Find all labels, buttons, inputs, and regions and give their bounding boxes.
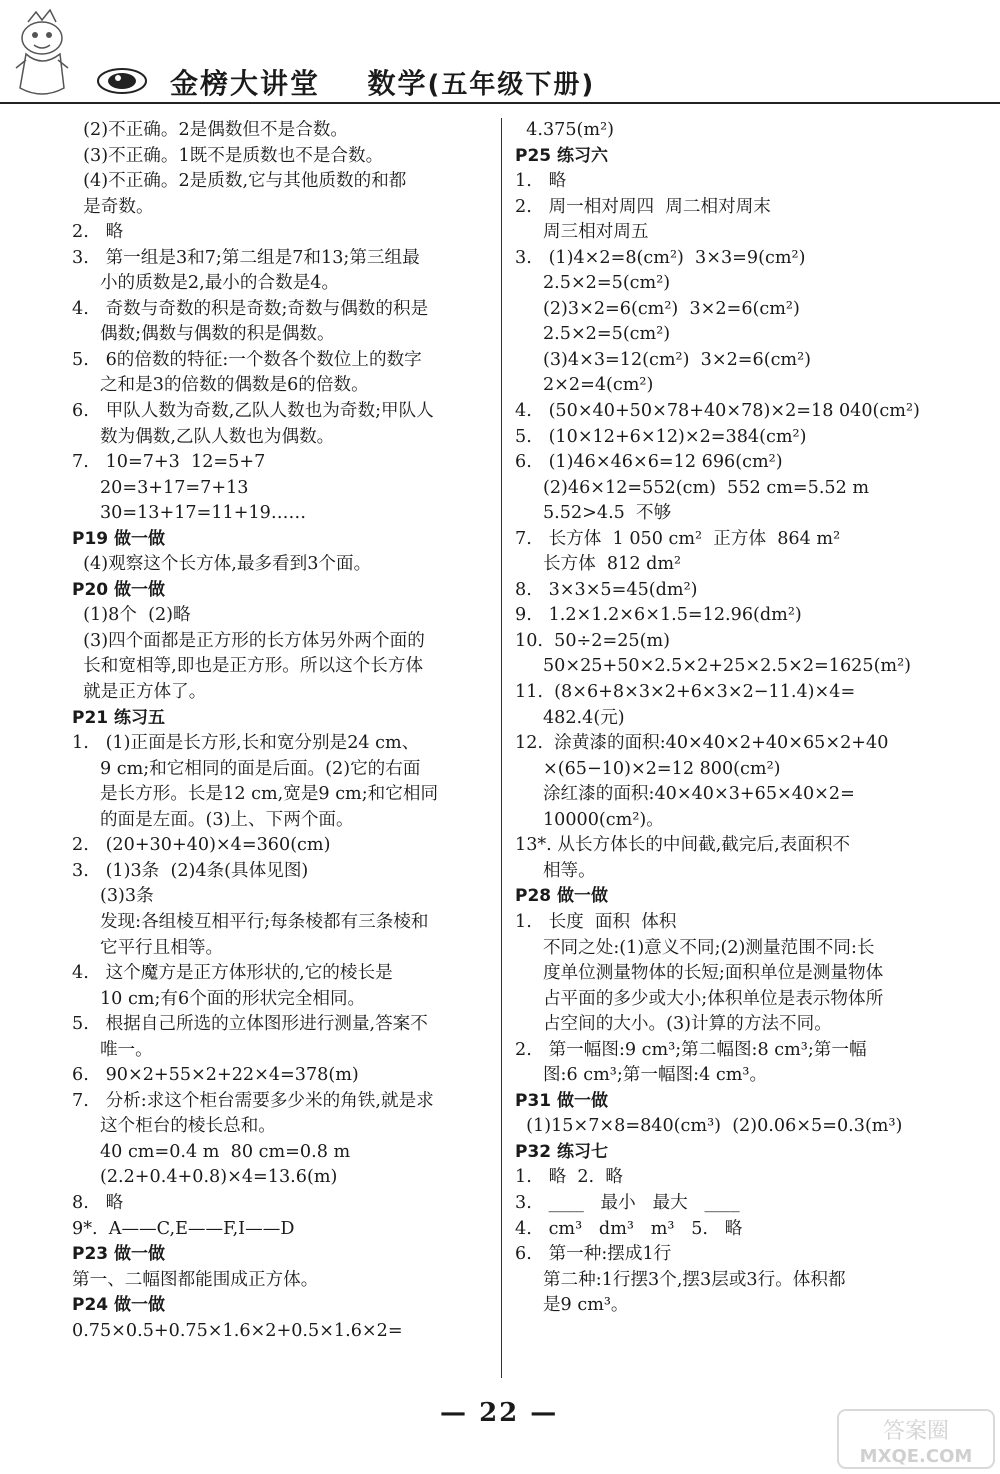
answer-line: 2×2=4(cm²) bbox=[515, 375, 654, 396]
answer-line: 度单位测量物体的长短;面积单位是测量物体 bbox=[515, 963, 884, 984]
answer-line: 长方体 812 dm² bbox=[515, 554, 682, 575]
watermark-cn: 答案圈 bbox=[882, 1419, 950, 1444]
right-column bbox=[515, 118, 955, 1319]
answer-line: 是9 cm³。 bbox=[515, 1295, 629, 1316]
answer-line: 5. 6的倍数的特征:一个数各个数位上的数字 bbox=[72, 349, 422, 370]
section-heading: P20 做一做 bbox=[72, 579, 166, 600]
answer-line: 20=3+17=7+13 bbox=[72, 477, 249, 498]
answer-line: 6. 第一种:摆成1行 bbox=[515, 1244, 672, 1265]
section-heading: P28 做一做 bbox=[515, 886, 609, 907]
answer-line: 图:6 cm³;第一幅图:4 cm³。 bbox=[515, 1065, 768, 1086]
answer-line: 不同之处:(1)意义不同;(2)测量范围不同:长 bbox=[515, 937, 875, 958]
answer-line: 这个柜台的棱长总和。 bbox=[72, 1116, 276, 1137]
answer-line: (2)3×2=6(cm²) 3×2=6(cm²) bbox=[515, 298, 800, 319]
answer-line: 10000(cm²)。 bbox=[515, 809, 664, 830]
answer-line: 2. 第一幅图:9 cm³;第二幅图:8 cm³;第一幅 bbox=[515, 1039, 867, 1060]
answer-line: 7. 分析:求这个柜台需要多少米的角铁,就是求 bbox=[72, 1090, 434, 1111]
eye-logo-icon bbox=[96, 66, 148, 96]
answer-line: 3. (1)4×2=8(cm²) 3×3=9(cm²) bbox=[515, 247, 806, 268]
answer-line: (1)8个 (2)略 bbox=[72, 605, 191, 626]
answer-line: 之和是3的倍数的偶数是6的倍数。 bbox=[72, 375, 369, 396]
page-header bbox=[0, 0, 1000, 112]
section-heading: P32 练习七 bbox=[515, 1141, 609, 1162]
answer-line: 9 cm;和它相同的面是后面。(2)它的右面 bbox=[72, 758, 421, 779]
answer-line: 482.4(元) bbox=[515, 707, 625, 728]
answer-line: 1. (1)正面是长方形,长和宽分别是24 cm、 bbox=[72, 733, 420, 754]
book-title: 金榜大讲堂 bbox=[170, 67, 321, 100]
section-heading: P23 做一做 bbox=[72, 1244, 166, 1265]
answer-line: 8. 略 bbox=[72, 1192, 124, 1213]
answer-line: 数为偶数,乙队人数也为偶数。 bbox=[72, 426, 335, 447]
answer-line: (4)不正确。2是质数,它与其他质数的和都 bbox=[72, 171, 407, 192]
answer-line: 它平行且相等。 bbox=[72, 937, 224, 958]
mascot-illustration bbox=[6, 8, 80, 104]
answer-line: 6. (1)46×46×6=12 696(cm²) bbox=[515, 452, 783, 473]
answer-line: 5. (10×12+6×12)×2=384(cm²) bbox=[515, 426, 807, 447]
section-heading: P31 做一做 bbox=[515, 1090, 609, 1111]
section-heading: P25 练习六 bbox=[515, 145, 609, 166]
answer-line: 涂红漆的面积:40×40×3+65×40×2= bbox=[515, 784, 855, 805]
answer-line: (3)四个面都是正方形的长方体另外两个面的 bbox=[72, 630, 425, 651]
answer-line: 周三相对周五 bbox=[515, 222, 649, 243]
answer-line: 4. 奇数与奇数的积是奇数;奇数与偶数的积是 bbox=[72, 298, 429, 319]
answer-line: 5.52>4.5 不够 bbox=[515, 503, 672, 524]
answer-line: (3)不正确。1既不是质数也不是合数。 bbox=[72, 145, 384, 166]
page-number: — 22 — bbox=[440, 1398, 559, 1428]
left-column bbox=[72, 118, 497, 1344]
answer-line: 10. 50÷2=25(m) bbox=[515, 630, 671, 651]
answer-line: 2. (20+30+40)×4=360(cm) bbox=[72, 835, 331, 856]
answer-line: 30=13+17=11+19…… bbox=[72, 503, 307, 524]
answer-line: 0.75×0.5+0.75×1.6×2+0.5×1.6×2= bbox=[72, 1320, 403, 1341]
answer-line: 唯一。 bbox=[72, 1039, 153, 1060]
answer-line: 8. 3×3×5=45(dm²) bbox=[515, 579, 698, 600]
answer-line: 4. cm³ dm³ m³ 5. 略 bbox=[515, 1218, 743, 1239]
answer-line: 4. 这个魔方是正方体形状的,它的棱长是 bbox=[72, 963, 393, 984]
answer-line: (1)15×7×8=840(cm³) (2)0.06×5=0.3(m³) bbox=[515, 1116, 903, 1137]
answer-line: 2.5×2=5(cm²) bbox=[515, 273, 671, 294]
answer-line: 1. 长度 面积 体积 bbox=[515, 911, 677, 932]
answer-line: 3. 第一组是3和7;第二组是7和13;第三组最 bbox=[72, 247, 420, 268]
answer-line: 的面是左面。(3)上、下两个面。 bbox=[72, 809, 354, 830]
answer-line: 9*. A——C,E——F,I——D bbox=[72, 1218, 295, 1239]
answer-line: 占平面的多少或大小;体积单位是表示物体所 bbox=[515, 988, 884, 1009]
answer-line: 7. 10=7+3 12=5+7 bbox=[72, 452, 266, 473]
answer-line: (2.2+0.4+0.8)×4=13.6(m) bbox=[72, 1167, 338, 1188]
answer-line: 11. (8×6+8×3×2+6×3×2−11.4)×4= bbox=[515, 682, 856, 703]
answer-line: 长和宽相等,即也是正方形。所以这个长方体 bbox=[72, 656, 424, 677]
answer-line: 10 cm;有6个面的形状完全相同。 bbox=[72, 988, 366, 1009]
answer-line: 6. 90×2+55×2+22×4=378(m) bbox=[72, 1065, 359, 1086]
watermark-stamp bbox=[836, 1408, 996, 1470]
answer-line: 9. 1.2×1.2×6×1.5=12.96(dm²) bbox=[515, 605, 802, 626]
answer-line: 5. 根据自己所选的立体图形进行测量,答案不 bbox=[72, 1014, 428, 1035]
answer-line: (3)4×3=12(cm²) 3×2=6(cm²) bbox=[515, 349, 812, 370]
header-rule bbox=[0, 102, 1000, 104]
answer-line: 12. 涂黄漆的面积:40×40×2+40×65×2+40 bbox=[515, 733, 889, 754]
grade-label: (五年级下册) bbox=[427, 70, 596, 100]
answer-line: 1. 略 bbox=[515, 171, 567, 192]
answer-line: 是奇数。 bbox=[72, 196, 154, 217]
page-number-value: 22 bbox=[479, 1398, 520, 1428]
answer-line: 小的质数是2,最小的合数是4。 bbox=[72, 273, 340, 294]
answer-line: 4.375(m²) bbox=[515, 120, 615, 140]
answer-line: 40 cm=0.4 m 80 cm=0.8 m bbox=[72, 1141, 351, 1162]
answer-line: 13*. 从长方体长的中间截,截完后,表面积不 bbox=[515, 835, 851, 856]
header-title bbox=[170, 62, 595, 102]
answer-line: (2)不正确。2是偶数但不是合数。 bbox=[72, 120, 349, 140]
section-heading: P19 做一做 bbox=[72, 528, 166, 549]
answer-line: 3. (1)3条 (2)4条(具体见图) bbox=[72, 860, 309, 881]
answer-line: 偶数;偶数与偶数的积是偶数。 bbox=[72, 324, 335, 345]
answer-line: 4. (50×40+50×78+40×78)×2=18 040(cm²) bbox=[515, 401, 920, 422]
answer-line: (2)46×12=552(cm) 552 cm=5.52 m bbox=[515, 477, 870, 498]
answer-line: 就是正方体了。 bbox=[72, 682, 207, 703]
answer-line: (4)观察这个长方体,最多看到3个面。 bbox=[72, 554, 372, 575]
column-divider bbox=[501, 118, 502, 1378]
answer-line: 是长方形。长是12 cm,宽是9 cm;和它相同 bbox=[72, 784, 439, 805]
answer-line: 1. 略 2. 略 bbox=[515, 1167, 623, 1188]
answer-line: 7. 长方体 1 050 cm² 正方体 864 m² bbox=[515, 528, 841, 549]
answer-line: 第二种:1行摆3个,摆3层或3行。体积都 bbox=[515, 1269, 846, 1290]
answer-line: 2.5×2=5(cm²) bbox=[515, 324, 671, 345]
answer-line: 3. ____ 最小 最大 ____ bbox=[515, 1192, 740, 1213]
answer-line: 2. 周一相对周四 周二相对周末 bbox=[515, 196, 771, 217]
watermark-text: MXQE.COM bbox=[859, 1446, 973, 1467]
answer-line: 50×25+50×2.5×2+25×2.5×2=1625(m²) bbox=[515, 656, 912, 677]
answer-line: 发现:各组棱互相平行;每条棱都有三条棱和 bbox=[72, 911, 429, 932]
answer-line: 6. 甲队人数为奇数,乙队人数也为奇数;甲队人 bbox=[72, 401, 434, 422]
answer-line: 2. 略 bbox=[72, 222, 124, 243]
section-heading: P24 做一做 bbox=[72, 1295, 166, 1316]
answer-line: ×(65−10)×2=12 800(cm²) bbox=[515, 758, 781, 779]
subject-title: 数学 bbox=[367, 67, 428, 100]
answer-line: (3)3条 bbox=[72, 886, 154, 907]
answer-line: 相等。 bbox=[515, 860, 596, 881]
answer-line: 占空间的大小。(3)计算的方法不同。 bbox=[515, 1014, 832, 1035]
section-heading: P21 练习五 bbox=[72, 707, 166, 728]
answer-line: 第一、二幅图都能围成正方体。 bbox=[72, 1269, 319, 1290]
